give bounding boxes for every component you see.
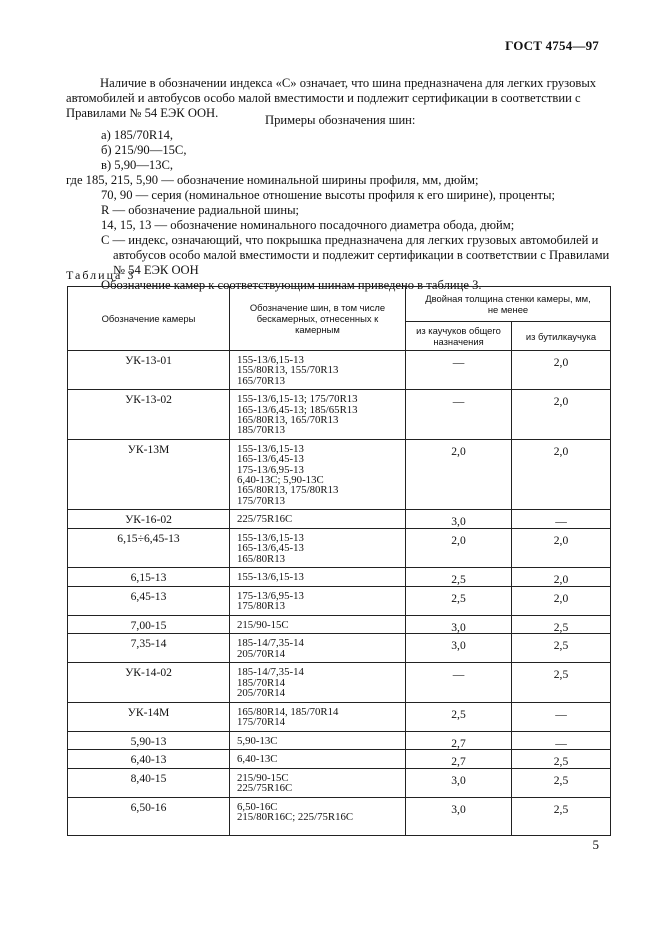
- tire-designation: 215/90-15С: [237, 772, 289, 785]
- tire-designation: 175-13/6,95-13: [237, 590, 304, 602]
- tire-designation: 215/90-15С: [237, 618, 289, 631]
- butyl-rubber-cell: —: [512, 702, 611, 731]
- tire-designation: 6,50-16С: [237, 801, 278, 814]
- table-row: [68, 351, 611, 390]
- legend-line: 14, 15, 13 — обозначение номинального посадочного диаметра обода, дюйм;: [101, 218, 515, 232]
- tire-designation: 155/80R13, 155/70R13: [237, 364, 339, 377]
- tires-cell: [230, 702, 406, 731]
- tire-designation: 165-13/6,45-13: [237, 453, 304, 466]
- butyl-rubber-cell: 2,0: [512, 528, 611, 567]
- butyl-rubber-cell: 2,5: [512, 769, 611, 798]
- tire-designation: 185-14/7,35-14: [237, 666, 304, 679]
- table-row: [68, 798, 611, 836]
- table-body: [68, 351, 611, 836]
- general-rubber-cell: 3,0: [406, 510, 512, 529]
- general-rubber-cell: 2,0: [406, 439, 512, 509]
- legend-line: где 185, 215, 5,90 — обозначение номинальной ширины профиля, мм, дюйм;: [66, 173, 479, 187]
- table-row: [68, 390, 611, 440]
- butyl-rubber-cell: 2,5: [512, 634, 611, 663]
- table-row: [68, 568, 611, 587]
- table-row: [68, 615, 611, 634]
- tire-designation: 215/80R16С; 225/75R16С: [237, 811, 354, 824]
- tire-designation: 165-13/6,45-13: [237, 542, 304, 555]
- chamber-cell: УК-13М: [68, 439, 230, 509]
- tire-designation: 205/70R14: [237, 647, 285, 660]
- examples-legend: [66, 173, 612, 293]
- intro-line: Наличие в обозначении индекса «С» означает, что шина предназначена для легких грузовых: [100, 76, 597, 90]
- tire-designation: 175-13/6,95-13: [237, 463, 304, 476]
- example-item: а) 185/70R14,: [101, 128, 174, 142]
- table-row: [68, 663, 611, 702]
- general-rubber-cell: 3,0: [406, 769, 512, 798]
- butyl-rubber-cell: 2,0: [512, 390, 611, 440]
- chamber-cell: УК-14М: [68, 702, 230, 731]
- example-item: в) 5,90—13С,: [101, 158, 174, 172]
- tire-designation: 165/70R13: [237, 374, 285, 387]
- tires-cell: [230, 634, 406, 663]
- tire-designation: 175/70R14: [237, 715, 285, 728]
- col-butyl-header: из бутилкаучука: [512, 322, 611, 351]
- legend-line: автобусов особо малой вместимости и подлежит сертификации в соответствии с Правилами: [113, 248, 610, 262]
- tire-designation: 165/80R13, 165/70R13: [237, 414, 339, 427]
- general-rubber-cell: 2,7: [406, 750, 512, 769]
- chamber-cell: 6,40-13: [68, 750, 230, 769]
- chamber-cell: 6,15÷6,45-13: [68, 528, 230, 567]
- table-row: [68, 750, 611, 769]
- tire-designation: 165/80R13, 175/80R13: [237, 484, 339, 497]
- col-tires-header: Обозначение шин, в том числе бескамерных, отнесенных к камерным: [230, 287, 406, 351]
- tires-cell: [230, 439, 406, 509]
- butyl-rubber-cell: 2,5: [512, 663, 611, 702]
- tire-designation: 165/80R14, 185/70R14: [237, 705, 339, 718]
- tires-cell: [230, 510, 406, 529]
- tires-cell: [230, 390, 406, 440]
- table-row: [68, 528, 611, 567]
- tires-cell: [230, 731, 406, 750]
- table-row: [68, 587, 611, 616]
- table-row: [68, 702, 611, 731]
- table-row: [68, 510, 611, 529]
- chamber-cell: 5,90-13: [68, 731, 230, 750]
- tire-designation: 185-14/7,35-14: [237, 637, 304, 650]
- tire-designation: 5,90-13С: [237, 734, 278, 747]
- examples-list: [101, 128, 186, 173]
- tire-designation: 6,40-13С; 5,90-13С: [237, 474, 324, 487]
- tire-designation: 165-13/6,45-13; 185/65R13: [237, 403, 358, 416]
- chamber-cell: 7,00-15: [68, 615, 230, 634]
- tire-designation: 155-13/6,15-13: [237, 531, 304, 544]
- general-rubber-cell: 3,0: [406, 615, 512, 634]
- butyl-rubber-cell: 2,0: [512, 568, 611, 587]
- chamber-cell: 8,40-15: [68, 769, 230, 798]
- tires-cell: [230, 750, 406, 769]
- chamber-cell: 6,15-13: [68, 568, 230, 587]
- tire-designation: 205/70R14: [237, 687, 285, 700]
- col-thickness-header: Двойная толщина стенки камеры, мм, не менее: [406, 287, 611, 322]
- tire-designation: 175/70R13: [237, 494, 285, 507]
- col-general-header: из каучуков общего назначения: [406, 322, 512, 351]
- tire-designation: 225/75R16С: [237, 513, 293, 526]
- butyl-rubber-cell: 2,0: [512, 587, 611, 616]
- intro-line: Правилами № 54 ЕЭК ООН.: [66, 106, 219, 120]
- butyl-rubber-cell: 2,5: [512, 615, 611, 634]
- tire-designation: 175/80R13: [237, 600, 285, 613]
- general-rubber-cell: 3,0: [406, 798, 512, 836]
- legend-line: R — обозначение радиальной шины;: [101, 203, 300, 217]
- intro-line: автомобилей и автобусов особо малой вместимости и подлежит сертификации в соответствии с: [66, 91, 581, 105]
- butyl-rubber-cell: 2,5: [512, 798, 611, 836]
- chamber-cell: 7,35-14: [68, 634, 230, 663]
- butyl-rubber-cell: 2,0: [512, 439, 611, 509]
- general-rubber-cell: —: [406, 351, 512, 390]
- butyl-rubber-cell: 2,5: [512, 750, 611, 769]
- chamber-cell: УК-14-02: [68, 663, 230, 702]
- tire-designation: 225/75R16С: [237, 782, 293, 795]
- legend-line: № 54 ЕЭК ООН: [113, 263, 199, 277]
- standard-header: ГОСТ 4754—97: [505, 38, 599, 53]
- tire-designation: 155-13/6,15-13: [237, 354, 304, 366]
- legend-line: 70, 90 — серия (номинальное отношение высоты профиля к его ширине), проценты;: [101, 188, 555, 202]
- general-rubber-cell: 3,0: [406, 634, 512, 663]
- general-rubber-cell: 2,0: [406, 528, 512, 567]
- tire-designation: 165/80R13: [237, 552, 285, 565]
- tire-designation: 185/70R13: [237, 424, 285, 437]
- tires-cell: [230, 587, 406, 616]
- chamber-table: [67, 286, 611, 836]
- table-row: [68, 731, 611, 750]
- table-row: [68, 769, 611, 798]
- tires-cell: [230, 798, 406, 836]
- table-row: [68, 439, 611, 509]
- example-item: б) 215/90—15С,: [101, 143, 187, 157]
- col-chamber-header: Обозначение камеры: [68, 287, 230, 351]
- general-rubber-cell: —: [406, 663, 512, 702]
- tires-cell: [230, 663, 406, 702]
- chamber-cell: УК-13-01: [68, 351, 230, 390]
- tire-designation: 6,40-13С: [237, 753, 278, 766]
- general-rubber-cell: 2,5: [406, 702, 512, 731]
- table-row: [68, 634, 611, 663]
- chamber-cell: УК-13-02: [68, 390, 230, 440]
- general-rubber-cell: 2,5: [406, 587, 512, 616]
- tires-cell: [230, 615, 406, 634]
- tires-cell: [230, 568, 406, 587]
- tire-designation: 155-13/6,15-13: [237, 571, 304, 583]
- chamber-cell: 6,50-16: [68, 798, 230, 836]
- general-rubber-cell: 2,7: [406, 731, 512, 750]
- table-caption: Таблица 3: [66, 268, 136, 282]
- page-number: 5: [592, 837, 599, 852]
- butyl-rubber-cell: 2,0: [512, 351, 611, 390]
- tires-cell: [230, 528, 406, 567]
- examples-closing: Обозначение камер к соответствующим шинам приведено в таблице 3.: [101, 278, 482, 292]
- tires-cell: [230, 351, 406, 390]
- tire-designation: 185/70R14: [237, 676, 285, 689]
- chamber-cell: УК-16-02: [68, 510, 230, 529]
- general-rubber-cell: —: [406, 390, 512, 440]
- butyl-rubber-cell: —: [512, 731, 611, 750]
- general-rubber-cell: 2,5: [406, 568, 512, 587]
- legend-line: С — индекс, означающий, что покрышка предназначена для легких грузовых автомобилей и: [101, 233, 599, 247]
- tire-designation: 155-13/6,15-13; 175/70R13: [237, 393, 358, 406]
- chamber-cell: 6,45-13: [68, 587, 230, 616]
- butyl-rubber-cell: —: [512, 510, 611, 529]
- tires-cell: [230, 769, 406, 798]
- examples-heading: Примеры обозначения шин:: [265, 113, 416, 127]
- tire-designation: 155-13/6,15-13: [237, 442, 304, 455]
